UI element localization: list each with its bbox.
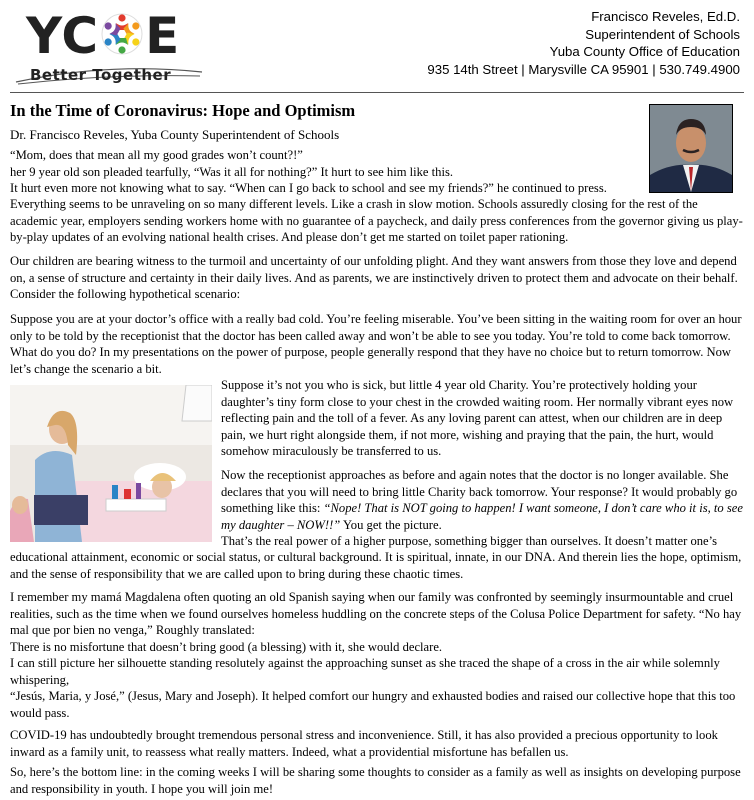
- article-title: In the Time of Coronavirus: Hope and Optimism: [10, 101, 356, 120]
- paragraph-3: Our children are bearing witness to the turmoil and uncertainty of our unfolding plight. And they want answers from those they love and depend on, a sense of structure and certainty in their daily lives. And as parents, we are instinctively driven to protect them and advocate on their behalf. Consider the following hypothetical scenario:: [10, 254, 738, 301]
- people-circle-icon: [99, 11, 145, 57]
- paragraph-8: I remember my mamá Magdalena often quoting an old Spanish saying when our family was confronted by seemingly insurmountable and cruel realities, such as the time when we found ourselves homeless huddling on the concrete steps of the Colusa Police Department for safety. “No hay mal que por bien no venga,” Roughly translated: There is no misfortune that doesn’t bring good (a blessing) with it, she would declare. I can still picture her silhouette standing resolutely against the approaching sunset as she traced the shape of a cross in the air while solemnly whispering, “Jesús, Maria, y José,” (Jesus, Mary and Joseph). It helped comfort our hungry and exhausted bodies and raised our collective hope that this too would pass.: [10, 590, 742, 720]
- contact-role: Superintendent of Schools: [585, 26, 740, 42]
- paragraph-4: Suppose you are at your doctor’s office with a really bad cold. You’re feeling miserable. You’ve been sitting in the waiting room for over an hour only to be told by the receptionist that the doctor has been called away and won’t be able to see you today. You’re told to come back tomorrow. What do you do? In my presentations on the power of purpose, people generally respond that they have no choice but to return tomorrow. Now let’s change the scenario a bit.: [10, 312, 742, 376]
- paragraph-7-start: That’s the real power of a higher purpose, something bigger than ourselves. It doesn’t matter one’s: [221, 534, 718, 548]
- tagline: Better Together: [30, 66, 172, 84]
- paragraph-2: Everything seems to be unraveling on so many different levels. Like a crash in slow motion. Schools assuredly closing for the rest of the academic year, employers sending workers home with no guarantee of a paycheck, and daily press conferences from the governor giving us play-by-play updates of an evolving national health crises. And please don’t get me started on toilet paper rationing.: [10, 197, 743, 244]
- mother-sick-child-photo: [10, 385, 212, 542]
- paragraph-7: educational attainment, economic or social status, or cultural background. It is spiritual, innate, in our DNA. And therein lies the hope, optimism, and the sense of responsibility that we are called upon to bring during these chaotic times.: [10, 550, 742, 581]
- paragraph-10: So, here’s the bottom line: in the coming weeks I will be sharing some thoughts to consider as a family as well as insights on developing purpose and responsibility in youth. I hope you will join me!: [10, 765, 741, 796]
- logo-text-start: YC: [26, 7, 100, 65]
- paragraph-5: Suppose it’s not you who is sick, but little 4 year old Charity. You’re protectively holding your daughter’s tiny form close to your chest in the crowded waiting room. Her normally vibrant eyes now reflecting pain and the toll of a fever. As any loving parent can attest, when our children are in deep pain, we hurt right alongside them, if not more, wishing and praying that the pain, the hurt, would somehow miraculously be transferred to us.: [221, 378, 734, 458]
- paragraph-6: Now the receptionist approaches as before and again notes that the doctor is no longer available. She declares that you will need to bring little Charity back tomorrow. Your response? It would probably go something like this: “Nope! That is NOT going to happen! I want someone, I don’t care who it is, to see my daughter – NOW!!” You get the picture.: [221, 468, 743, 532]
- author-portrait: [649, 104, 733, 193]
- parent-quote: “Nope! That is NOT going to happen! I want someone, I don’t care who it is, to see my daughter – NOW!!”: [221, 501, 743, 532]
- logo-text-end: E: [145, 7, 181, 65]
- paragraph-1: “Mom, does that mean all my good grades won’t count?!” her 9 year old son pleaded tearfully, “Was it all for nothing?” It hurt to see him like this. It hurt even more not knowing what to say. “When can I go back to school and see my friends?” he continued to press.: [10, 148, 607, 195]
- contact-org: Yuba County Office of Education: [549, 44, 740, 59]
- article-byline: Dr. Francisco Reveles, Yuba County Superintendent of Schools: [10, 127, 340, 142]
- letterhead: [0, 0, 754, 90]
- contact-address: 935 14th Street | Marysville CA 95901 | 530.749.4900: [427, 61, 740, 77]
- ycoe-logo[interactable]: [6, 4, 206, 84]
- contact-block: [427, 8, 740, 78]
- contact-name: Francisco Reveles, Ed.D.: [591, 9, 740, 24]
- paragraph-9: COVID-19 has undoubtedly brought tremendous personal stress and inconvenience. Still, it has also provided a precious opportunity to look inward as a family unit, to reassess what really matters. Indeed, what a providential misfortune has befallen us.: [10, 728, 718, 759]
- header-divider: [10, 92, 744, 93]
